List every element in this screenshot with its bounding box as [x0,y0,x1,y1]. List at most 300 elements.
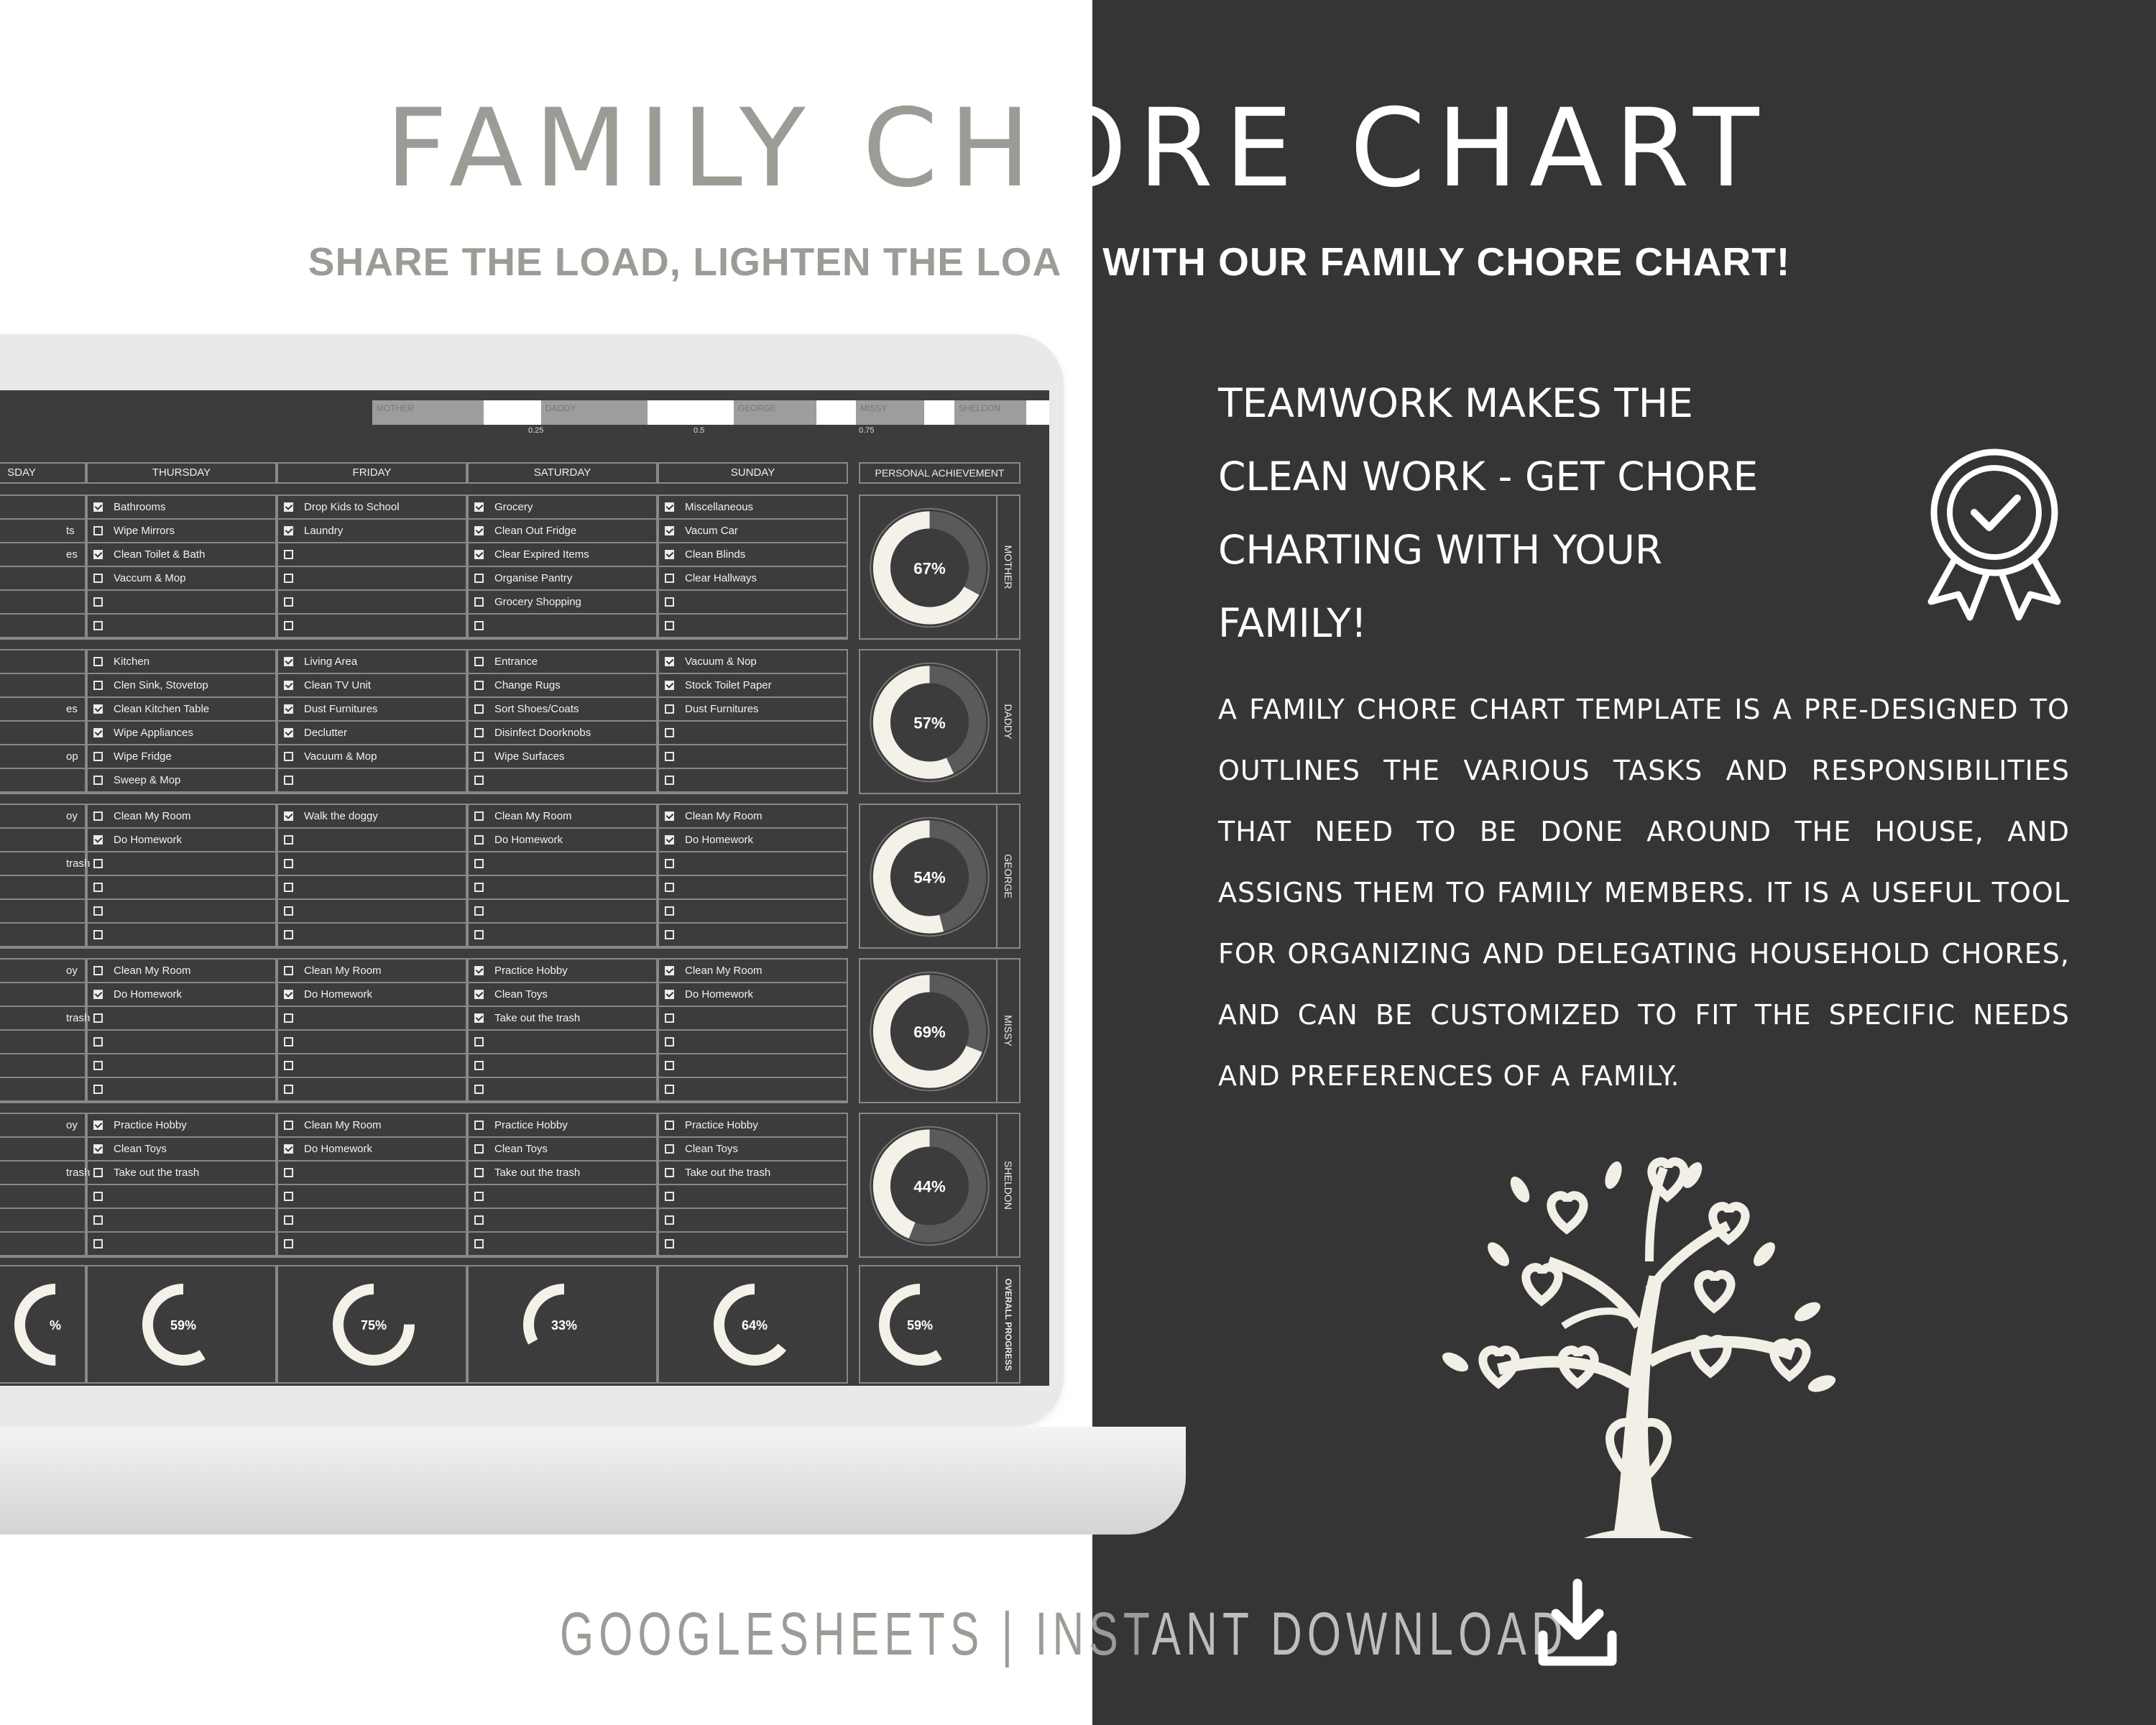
task-label[interactable]: Practice Hobby [494,965,568,977]
task-label[interactable]: Clear Hallways [685,572,757,584]
task-label[interactable]: Practice Hobby [685,1119,758,1131]
task-row [469,650,656,674]
checkbox-unchecked[interactable] [284,1168,293,1177]
task-row [88,698,275,722]
checkbox-unchecked[interactable] [665,930,674,939]
task-label[interactable]: Kitchen [114,656,150,668]
checkbox-unchecked[interactable] [474,811,484,821]
task-label[interactable]: Vaccum & Mop [114,572,186,584]
member-name-sheldon[interactable]: SHELDON [954,400,1026,425]
checkbox-checked[interactable] [284,811,293,821]
task-row [659,1007,847,1031]
task-label[interactable]: Clean Toys [114,1143,167,1155]
task-row [278,1162,466,1185]
task-row [88,1138,275,1162]
checkbox-checked[interactable] [284,1144,293,1154]
checkbox-checked[interactable] [474,1013,484,1023]
checkbox-unchecked[interactable] [284,1239,293,1248]
checkbox-checked[interactable] [93,704,103,714]
personal-achievement-george [859,804,1021,949]
task-label[interactable]: Clen Sink, Stovetop [114,679,208,691]
task-label[interactable]: Take out the trash [494,1167,581,1179]
day-block-daddy [658,649,848,794]
task-label[interactable]: Clean Toys [685,1143,738,1155]
overall-donut [866,1271,974,1379]
day-block-partial [0,494,86,640]
task-label-partial: oy [66,1119,78,1131]
task-row [278,829,466,852]
checkbox-unchecked[interactable] [284,930,293,939]
checkbox-checked[interactable] [665,681,674,690]
task-label[interactable]: Walk the doggy [304,810,378,822]
task-label[interactable]: Do Homework [685,834,754,846]
task-row [659,520,847,543]
task-row [469,1209,656,1233]
checkbox-unchecked[interactable] [474,1239,484,1248]
overall-donut [701,1271,808,1379]
day-block-mother [86,494,277,640]
checkbox-unchecked[interactable] [93,966,103,975]
checkbox-checked[interactable] [474,526,484,535]
checkbox-unchecked[interactable] [474,776,484,785]
description-text: A FAMILY CHORE CHART TEMPLATE IS A PRE-DESIGNED TO OUTLINES THE VARIOUS TASKS AND RESPONSIBILITIES THAT NEED TO BE DONE AROUND THE HOUSE, AND ASSIGNS THEM TO FAMILY MEMBERS. IT IS A USEFUL TOOL FOR ORGANIZING AND DELEGATING HOUSEHOLD CHORES, AND CAN BE CUSTOMIZED TO FIT THE SPECIFIC NEEDS AND PREFERENCES OF A FAMILY. [1218,694,2070,1092]
checkbox-unchecked[interactable] [665,1085,674,1094]
overall-progress-cell [0,1265,86,1384]
checkbox-unchecked[interactable] [93,1013,103,1023]
task-row [469,983,656,1007]
task-row [278,722,466,745]
overall-progress-cell [658,1265,848,1384]
checkbox-unchecked[interactable] [284,1192,293,1201]
checkbox-checked[interactable] [93,1121,103,1130]
member-name-daddy[interactable]: DADDY [541,400,648,425]
laptop-base [0,1427,1186,1535]
checkbox-checked[interactable] [474,550,484,559]
task-label[interactable]: Do Homework [304,988,373,1000]
member-color-swatch[interactable] [1026,400,1049,425]
day-block-mother [658,494,848,640]
task-row [88,674,275,698]
achievement-donut [863,653,996,791]
checkbox-unchecked[interactable] [665,1168,674,1177]
task-label[interactable]: Practice Hobby [494,1119,568,1131]
task-label[interactable]: Entrance [494,656,538,668]
checkbox-unchecked[interactable] [665,621,674,630]
task-label[interactable]: Clean My Room [304,1119,382,1131]
checkbox-checked[interactable] [284,657,293,666]
task-row [659,567,847,591]
task-row [88,960,275,983]
checkbox-unchecked[interactable] [474,752,484,761]
checkbox-checked[interactable] [284,728,293,737]
task-label[interactable]: Drop Kids to School [304,501,400,513]
checkbox-unchecked[interactable] [284,1037,293,1046]
checkbox-checked[interactable] [474,966,484,975]
member-name-mother[interactable]: MOTHER [372,400,484,425]
checkbox-checked[interactable] [665,811,674,821]
task-label[interactable]: Take out the trash [685,1167,771,1179]
task-label[interactable]: Clean My Room [114,965,191,977]
task-row [469,615,656,638]
donut-percent-label: 67% [913,559,946,578]
task-row [469,1138,656,1162]
task-label[interactable]: Do Homework [304,1143,373,1155]
checkbox-unchecked[interactable] [474,883,484,892]
checkbox-unchecked[interactable] [665,1215,674,1225]
task-row [659,722,847,745]
task-label[interactable]: Sort Shoes/Coats [494,703,579,715]
chore-spreadsheet [0,390,1049,1386]
checkbox-unchecked[interactable] [665,1061,674,1070]
task-row [469,496,656,520]
task-label-partial: trash [66,1012,91,1024]
checkbox-unchecked[interactable] [93,526,103,535]
task-label[interactable]: Do Homework [685,988,754,1000]
donut-percent-label: 44% [913,1177,946,1196]
task-label-partial: trash [66,857,91,870]
checkbox-unchecked[interactable] [284,859,293,868]
task-label[interactable]: Take out the trash [114,1167,200,1179]
personal-achievement-header: PERSONAL ACHIEVEMENT [859,462,1021,484]
task-label[interactable]: Clean Toys [494,988,548,1000]
checkbox-checked[interactable] [665,657,674,666]
task-label[interactable]: Clean My Room [685,810,763,822]
task-label[interactable]: Grocery Shopping [494,596,581,608]
task-label[interactable]: Clean Toilet & Bath [114,548,206,561]
checkbox-unchecked[interactable] [284,1215,293,1225]
checkbox-unchecked[interactable] [474,906,484,916]
page-subtitle [0,239,2127,285]
checkbox-unchecked[interactable] [474,657,484,666]
task-label[interactable]: Bathrooms [114,501,166,513]
checkbox-unchecked[interactable] [93,930,103,939]
achievement-donut [863,808,996,946]
member-name-missy[interactable]: MISSY [856,400,924,425]
checkbox-checked[interactable] [93,835,103,845]
checkbox-unchecked[interactable] [284,835,293,845]
checkbox-unchecked[interactable] [284,906,293,916]
checkbox-unchecked[interactable] [284,1061,293,1070]
day-header: FRIDAY [277,462,467,484]
task-label[interactable]: Do Homework [114,834,183,846]
task-label[interactable]: Clean My Room [304,965,382,977]
checkbox-unchecked[interactable] [93,776,103,785]
checkbox-unchecked[interactable] [93,811,103,821]
checkbox-checked[interactable] [284,502,293,512]
checkbox-unchecked[interactable] [93,657,103,666]
task-row [88,1162,275,1185]
task-label[interactable]: Clean Out Fridge [494,525,577,537]
checkbox-unchecked[interactable] [665,728,674,737]
checkbox-checked[interactable] [93,990,103,999]
member-color-swatch[interactable] [816,400,856,425]
checkbox-unchecked[interactable] [474,574,484,583]
task-row [469,1031,656,1054]
task-label[interactable]: Wipe Surfaces [494,750,565,763]
task-row [659,829,847,852]
task-label[interactable]: Do Homework [494,834,563,846]
award-ribbon-icon [1915,442,2073,622]
task-row [659,1233,847,1256]
task-row [88,1185,275,1209]
task-label[interactable]: Clean My Room [114,810,191,822]
checkbox-unchecked[interactable] [93,1037,103,1046]
overall-donut [129,1271,237,1379]
task-row [278,520,466,543]
checkbox-unchecked[interactable] [284,752,293,761]
checkbox-unchecked[interactable] [284,550,293,559]
task-label[interactable]: Take out the trash [494,1012,581,1024]
donut-percent-label: % [49,1317,62,1333]
checkbox-unchecked[interactable] [665,597,674,607]
task-row [88,1007,275,1031]
member-name-vertical: GEORGE [1003,854,1014,898]
checkbox-unchecked[interactable] [284,1085,293,1094]
checkbox-unchecked[interactable] [665,1013,674,1023]
task-row [659,1209,847,1233]
task-row [469,1185,656,1209]
checkbox-checked[interactable] [284,681,293,690]
checkbox-unchecked[interactable] [93,1085,103,1094]
task-label[interactable]: Clean My Room [685,965,763,977]
task-label[interactable]: Clean My Room [494,810,572,822]
subtitle-right: D WITH OUR FAMILY CHORE CHART! [1061,239,1791,284]
personal-achievement-missy [859,958,1021,1103]
task-row [659,1114,847,1138]
checkbox-unchecked[interactable] [474,681,484,690]
checkbox-unchecked[interactable] [474,1061,484,1070]
task-row [469,722,656,745]
checkbox-unchecked[interactable] [474,1144,484,1154]
task-label[interactable]: Clean Toys [494,1143,548,1155]
task-row [278,698,466,722]
task-row [659,924,847,947]
checkbox-checked[interactable] [93,728,103,737]
checkbox-unchecked[interactable] [284,883,293,892]
task-label[interactable]: Dust Furnitures [304,703,378,715]
checkbox-unchecked[interactable] [93,621,103,630]
footer-text-right: ANT DOWNLOAD [1151,1600,1568,1668]
checkbox-unchecked[interactable] [93,1215,103,1225]
task-row [469,829,656,852]
checkbox-unchecked[interactable] [665,883,674,892]
checkbox-unchecked[interactable] [93,752,103,761]
checkbox-unchecked[interactable] [284,966,293,975]
task-label[interactable]: Miscellaneous [685,501,754,513]
checkbox-unchecked[interactable] [474,1085,484,1094]
task-row [469,1078,656,1102]
task-label[interactable]: Practice Hobby [114,1119,187,1131]
checkbox-unchecked[interactable] [665,1037,674,1046]
task-label[interactable]: Wipe Appliances [114,727,193,739]
checkbox-unchecked[interactable] [93,1061,103,1070]
task-row [469,1162,656,1185]
task-label[interactable]: Organise Pantry [494,572,573,584]
checkbox-unchecked[interactable] [474,859,484,868]
donut-percent-label: 69% [913,1023,946,1041]
task-label[interactable]: Dust Furnitures [685,703,759,715]
member-color-swatch[interactable] [924,400,954,425]
day-block-george [658,804,848,949]
footer-text-left: GOOGLESHEETS | INST [560,1600,1152,1668]
checkbox-unchecked[interactable] [93,1192,103,1201]
checkbox-unchecked[interactable] [665,1144,674,1154]
task-label[interactable]: Declutter [304,727,348,739]
task-row [88,615,275,638]
task-label[interactable]: Clear Expired Items [494,548,589,561]
task-label[interactable]: Clean Kitchen Table [114,703,210,715]
task-row [88,924,275,947]
checkbox-checked[interactable] [93,502,103,512]
checkbox-checked[interactable] [284,526,293,535]
checkbox-unchecked[interactable] [665,1239,674,1248]
checkbox-unchecked[interactable] [474,1121,484,1130]
task-label[interactable]: Vacuum & Mop [304,750,377,763]
task-row [469,1054,656,1078]
personal-achievement-daddy [859,649,1021,794]
checkbox-unchecked[interactable] [284,621,293,630]
personal-achievement-mother [859,494,1021,640]
checkbox-checked[interactable] [474,990,484,999]
checkbox-unchecked[interactable] [93,1239,103,1248]
member-color-swatch[interactable] [648,400,734,425]
task-row [88,520,275,543]
day-header: THURSDAY [86,462,277,484]
task-row [88,805,275,829]
checkbox-unchecked[interactable] [93,906,103,916]
task-row [278,674,466,698]
donut-percent-label: 59% [906,1317,934,1333]
checkbox-unchecked[interactable] [665,1121,674,1130]
overall-progress-cell [467,1265,658,1384]
member-color-swatch[interactable] [484,400,541,425]
task-row [88,1054,275,1078]
checkbox-unchecked[interactable] [665,574,674,583]
checkbox-unchecked[interactable] [93,1168,103,1177]
checkbox-checked[interactable] [93,1144,103,1154]
checkbox-checked[interactable] [665,502,674,512]
donut-percent-label: 64% [741,1317,768,1333]
day-block-partial [0,1113,91,1258]
task-label[interactable]: Vacuum & Nop [685,656,757,668]
task-row [88,829,275,852]
checkbox-unchecked[interactable] [474,1192,484,1201]
checkbox-unchecked[interactable] [665,752,674,761]
checkbox-unchecked[interactable] [665,859,674,868]
overall-progress-label-col [996,1266,1019,1382]
member-name-george[interactable]: GEORGE [734,400,816,425]
checkbox-unchecked[interactable] [474,704,484,714]
checkbox-unchecked[interactable] [474,1215,484,1225]
checkbox-unchecked[interactable] [284,776,293,785]
task-label-partial: trash [66,1167,91,1179]
progress-donut [863,962,996,1100]
checkbox-unchecked[interactable] [474,1037,484,1046]
checkbox-unchecked[interactable] [93,574,103,583]
overall-progress-cell [277,1265,467,1384]
task-row [659,769,847,793]
checkbox-checked[interactable] [474,502,484,512]
checkbox-unchecked[interactable] [665,776,674,785]
task-row [278,1078,466,1102]
checkbox-unchecked[interactable] [93,859,103,868]
checkbox-checked[interactable] [665,990,674,999]
task-label[interactable]: Laundry [304,525,344,537]
task-row [659,852,847,876]
checkbox-unchecked[interactable] [93,597,103,607]
task-row [469,543,656,567]
checkbox-unchecked[interactable] [474,728,484,737]
checkbox-checked[interactable] [665,835,674,845]
task-row [469,876,656,900]
checkbox-unchecked[interactable] [474,1168,484,1177]
checkbox-unchecked[interactable] [665,704,674,714]
checkbox-checked[interactable] [665,550,674,559]
checkbox-unchecked[interactable] [284,574,293,583]
task-label[interactable]: Stock Toilet Paper [685,679,772,691]
day-header: SATURDAY [467,462,658,484]
task-row [278,1007,466,1031]
checkbox-unchecked[interactable] [93,681,103,690]
task-row [469,1114,656,1138]
task-label[interactable]: Vacum Car [685,525,738,537]
checkbox-checked[interactable] [93,550,103,559]
task-row [469,1007,656,1031]
task-label[interactable]: Grocery [494,501,533,513]
task-row [278,1185,466,1209]
task-label[interactable]: Do Homework [114,988,183,1000]
checkbox-unchecked[interactable] [665,906,674,916]
checkbox-checked[interactable] [665,526,674,535]
checkbox-unchecked[interactable] [284,597,293,607]
task-label[interactable]: Clean TV Unit [304,679,372,691]
task-row [278,1209,466,1233]
task-label[interactable]: Wipe Mirrors [114,525,175,537]
checkbox-checked[interactable] [665,966,674,975]
task-row [659,674,847,698]
task-label[interactable]: Disinfect Doorknobs [494,727,591,739]
task-label[interactable]: Living Area [304,656,358,668]
task-label-partial: oy [66,810,78,822]
task-row [659,900,847,924]
member-label-vertical [996,960,1019,1102]
day-block-missy [467,958,658,1103]
checkbox-checked[interactable] [284,990,293,999]
task-label[interactable]: Clean Blinds [685,548,746,561]
task-label-partial: op [66,750,78,763]
task-row [278,591,466,615]
member-name-vertical: SHELDON [1003,1161,1014,1210]
checkbox-unchecked[interactable] [474,621,484,630]
checkbox-unchecked[interactable] [284,1013,293,1023]
task-label[interactable]: Wipe Fridge [114,750,172,763]
checkbox-unchecked[interactable] [284,1121,293,1130]
checkbox-checked[interactable] [284,704,293,714]
task-row [278,543,466,567]
checkbox-unchecked[interactable] [474,597,484,607]
checkbox-unchecked[interactable] [93,883,103,892]
task-label[interactable]: Change Rugs [494,679,561,691]
checkbox-unchecked[interactable] [474,930,484,939]
member-names-bar [372,400,1049,425]
progress-donut [863,499,996,637]
checkbox-unchecked[interactable] [474,835,484,845]
donut-percent-label: 59% [170,1317,196,1333]
task-label[interactable]: Sweep & Mop [114,774,181,786]
task-row [88,983,275,1007]
task-row [88,1078,275,1102]
checkbox-unchecked[interactable] [665,1192,674,1201]
